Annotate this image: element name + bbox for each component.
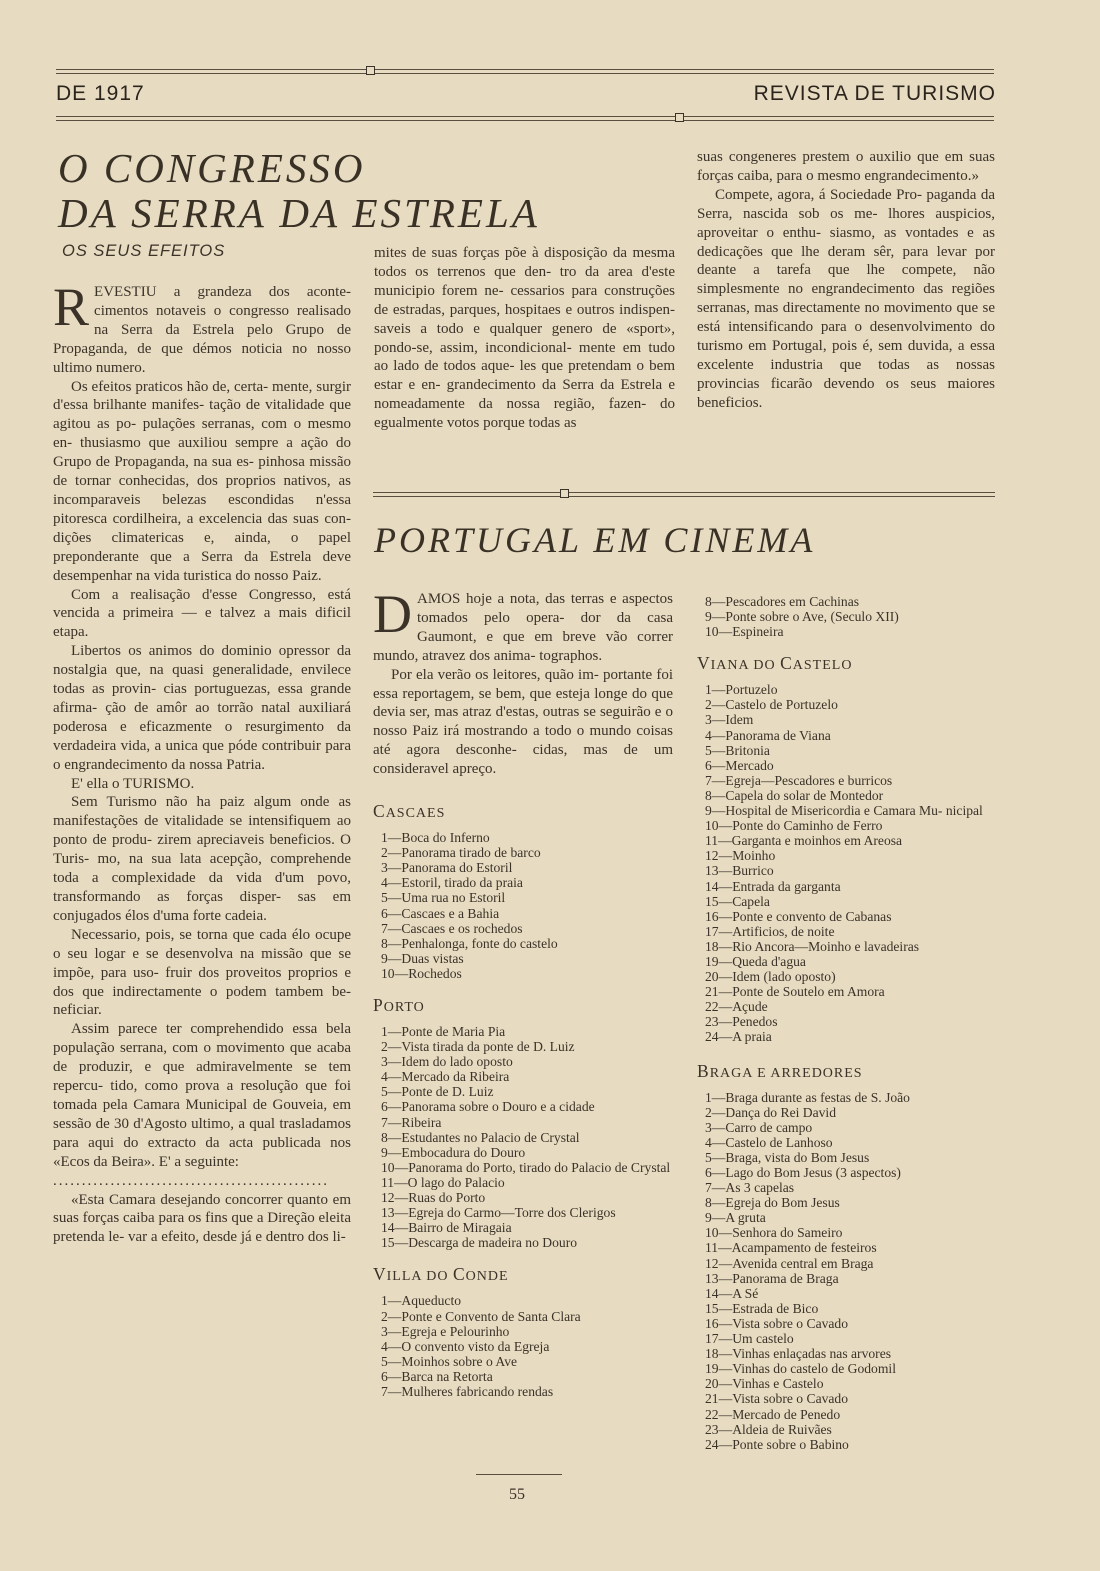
article1-paragraph: Assim parece ter comprehendido essa bela população serrana, com o movimento que acaba de produzir, e que admiravelmente se tem repercu- tido, como prova a resolução que foi tomada pela Camara Municipal de Gouveia, em sessão de 30 d'Agosto ultimo, a qual trasladamos para aqui do extracto da acta publicada nos «Ecos da Beira». E' a seguinte: [53,1021,351,1170]
list-item: 12—Avenida central em Braga [705,1255,874,1271]
list-item: 3—Panorama do Estoril [381,860,513,876]
list-item: 21—Vista sobre o Cavado [705,1391,849,1407]
section-divider-ornament [560,489,569,498]
page-number: 55 [509,1486,525,1503]
list-item: 11—Acampamento de festeiros [705,1240,877,1256]
article1-ellipsis-line: ................................................ [53,1172,329,1189]
article1-title-line1: O CONGRESSO [58,145,366,191]
list-item: 3—Carro de campo [705,1119,813,1135]
list-item: 9—Embocadura do Douro [381,1144,526,1160]
section-heading-villa-do-conde [373,1264,673,1285]
film-list-villa-do-conde-continued [697,594,995,639]
list-item: 8—Pescadores em Cachinas [705,594,860,609]
list-item: 2—Ponte e Convento de Santa Clara [381,1308,581,1324]
heading-rest: ILLA DO [386,1269,453,1285]
article1-drop-cap: R [53,277,90,337]
article1-paragraph: Sem Turismo não ha paiz algum onde as manifestações de vitalidade se intensifiquem ao ponto de produ- zirem apreciaveis beneficios. O Turis- mo, na sua lata acepção, comprehende toda a complexidade da vida d'um povo, transformando as forças disper- sas em conjugados élos d'uma forte cadeia. [53,794,351,924]
list-item: 5—Braga, vista do Bom Jesus [705,1149,870,1165]
header-ornament-top [366,66,375,75]
list-item: 14—Entrada da garganta [705,878,841,894]
list-item: 9—Ponte sobre o Ave, (Seculo XII) [705,609,899,625]
heading-rest: ORTO [383,1000,425,1015]
list-item: 18—Vinhas enlaçadas nas arvores [705,1346,892,1362]
heading-cap: B [697,1060,710,1081]
film-list-villa-do-conde [373,1293,673,1399]
article2-title: PORTUGAL EM CINEMA [374,520,816,560]
article2-paragraph: AMOS hoje a nota, das terras e aspectos tomados pelo opera- dor da casa Gaumont, e que em breve vão correr mundo, atravez dos anima- tographos. [373,591,673,664]
list-item: 4—O convento visto da Egreja [381,1338,550,1354]
article1-column-2 [374,244,675,433]
list-item: 10—Senhora do Sameiro [705,1225,843,1241]
list-item: 16—Vista sobre o Cavado [705,1315,849,1331]
list-item: 6—Panorama sobre o Douro e a cidade [381,1099,595,1115]
article2-column-right [697,594,995,1452]
header-top-rule [56,69,994,74]
article1-paragraph: EVESTIU a grandeza dos aconte- cimentos notaveis o congresso realisado na Serra da Estrela pelo Grupo de Propaganda, de que démos noticia no nosso ultimo numero. [53,284,351,376]
list-item: 15—Capela [705,893,770,909]
article1-paragraph: Os efeitos praticos hão de, certa- mente, surgir d'essa brilhante manifes- tação de vitalidade que agitou as po- pulações serranas, com o mesmo en- thusiasmo que auxiliou sempre a ação do Grupo de Propaganda, na sua es- pinhosa missão de tornar conhecidas, dos proprios nativos, as incomparaveis belezas escondidas n'essa pitoresca cordilheira, a excelencia das suas con- dições climatericas e, ainda, o papel preponderante que a Serra da Estrela deve desempenhar na vida turistica do nosso Paiz. [53,378,351,584]
list-item: 14—A Sé [705,1285,759,1301]
heading-rest: ONDE [465,1269,509,1285]
list-item: 24—A praia [705,1029,772,1045]
film-list-viana-do-castelo [697,682,995,1044]
list-item: 3—Idem [705,712,754,728]
list-item: 10—Panorama do Porto, tirado do Palacio de Crystal [381,1159,671,1175]
article1-subtitle: OS SEUS EFEITOS [62,242,226,260]
heading-cap: C [452,1264,466,1285]
list-item: 6—Lago do Bom Jesus (3 aspectos) [705,1165,901,1180]
list-item: 16—Ponte e convento de Cabanas [705,908,892,924]
list-item: 11—Garganta e moinhos em Areosa [705,833,903,849]
header-bottom-rule [56,116,994,121]
article1-column-1 [53,277,351,1247]
header-year: DE 1917 [56,82,145,105]
section-divider-rule [373,492,995,497]
list-item: 17—Um castelo [705,1331,794,1347]
section-heading-cascaes [373,801,673,822]
list-item: 8—Egreja do Bom Jesus [705,1195,840,1211]
article2-drop-cap: D [373,584,412,644]
list-item: 5—Britonia [705,742,770,758]
list-item: 12—Moinho [705,848,776,864]
list-item: 14—Bairro de Miragaia [381,1220,512,1236]
list-item: 1—Ponte de Maria Pia [381,1024,506,1039]
list-item: 7—Ribeira [381,1114,442,1130]
heading-cap: P [373,995,384,1015]
section-heading-braga [697,1061,995,1082]
article2-paragraph: Por ela verão os leitores, quão im- portante foi essa reportagem, se bem, que esteja longe do que devia ser, mas atraz d'estas, outras se seguirão e o nosso Paiz irá mostrando a todo o mundo coisas até agora desconhe- cidas, mas de um consideravel apreço. [373,666,673,778]
film-list-cascaes [373,830,673,981]
list-item: 22—Açude [705,999,768,1015]
list-item: 4—Estoril, tirado da praia [381,875,523,891]
list-item: 7—Cascaes e os rochedos [381,920,523,936]
list-item: 9—A gruta [705,1210,766,1226]
list-item: 5—Ponte de D. Luiz [381,1084,494,1100]
list-item: 12—Ruas do Porto [381,1190,486,1206]
list-item: 15—Estrada de Bico [705,1300,819,1316]
heading-cap: C [780,653,793,674]
list-item: 4—Panorama de Viana [705,727,831,743]
section-heading-porto [373,995,673,1016]
list-item: 8—Capela do solar de Montedor [705,787,884,803]
list-item: 1—Boca do Inferno [381,830,490,846]
header-ornament-bottom [675,113,684,122]
article1-title-line2: DA SERRA DA ESTRELA [58,190,540,236]
list-item: 13—Egreja do Carmo—Torre dos Clerigos [381,1205,616,1221]
list-item: 19—Queda d'agua [705,953,806,969]
list-item: 2—Panorama tirado de barco [381,845,541,861]
film-list-braga [697,1090,995,1452]
article1-paragraph: Com a realisação d'esse Congresso, está vencida a primeira — e talvez a mais dificil etapa. [53,586,351,641]
list-item: 8—Penhalonga, fonte do castelo [381,935,558,951]
list-item: 9—Duas vistas [381,950,464,966]
list-item: 22—Mercado de Penedo [705,1406,841,1422]
article1-paragraph: Compete, agora, á Sociedade Pro- paganda da Serra, nascida sob os me- lhores auspicios, aproveitar o enthu- siasmo, as vontades e as dedicações que lhe deram sêr, para levar por deante a tarefa que lhe compete, não simplesmente no engrandecimento das regiões serranas, mas directamente no movimento que se está intensificando para o desenvolvimento do turismo em Portugal, pois é, sem duvida, a essa excelente industria que todas as nossas provincias ficarão devendo os seus maiores beneficios. [697,186,995,411]
article1-paragraph: suas congeneres prestem o auxilio que em suas forças caiba, para o mesmo engrandecimento.» [697,149,995,184]
list-item: 18—Rio Ancora—Moinho e lavadeiras [705,938,920,954]
heading-cap: V [373,1264,387,1285]
heading-cap: C [373,801,386,822]
list-item: 10—Rochedos [381,965,462,981]
list-item: 1—Aqueducto [381,1293,462,1309]
list-item: 3—Egreja e Pelourinho [381,1323,510,1339]
heading-rest: IANA DO [710,658,781,674]
list-item: 8—Estudantes no Palacio de Crystal [381,1129,580,1145]
list-item: 7—Mulheres fabricando rendas [381,1383,554,1399]
heading-rest: ASTELO [792,658,853,674]
article1-paragraph: mites de suas forças põe à disposição da mesma todos os terrenos que den- tro da area d'este municipio forem ne- cessarios para construções de estradas, parques, hospitaes e outros indispen- saveis a todo e qualquer genero de «sport», pondo-se, assim, incondicional- mente em tudo ao lado de todos aque- les que pretendam o bem estar e en- grandecimento da Serra da Estrela e nomeadamente da nossa região, fazen- do egualmente votos porque todas as [374,245,675,432]
list-item: 9—Hospital de Misericordia e Camara Mu- nicipal [705,803,983,819]
list-item: 2—Dança do Rei David [705,1104,836,1120]
list-item: 5—Moinhos sobre o Ave [381,1353,518,1369]
list-item: 23—Aldeia de Ruivães [705,1421,832,1437]
heading-rest: ASCAES [385,806,446,822]
list-item: 2—Vista tirada da ponte de D. Luiz [381,1039,575,1055]
article1-paragraph: E' ella o TURISMO. [71,775,195,792]
article1-title [58,146,678,236]
footer-rule [476,1474,562,1475]
list-item: 17—Artificios, de noite [705,923,835,939]
article1-column-3 [697,148,995,413]
list-item: 19—Vinhas do castelo de Godomil [705,1361,896,1377]
list-item: 10—Espineira [705,624,784,640]
article1-paragraph: Libertos os animos do dominio opressor da nostalgia que, na quasi generalidade, envilece todas as provin- cias portuguezas, essa grande afirma- ção de amôr ao torrão natal auxiliará poderosa e eficazmente o resurgimento da verdadeira vida, a unica que póde contribuir para o engrandecimento da nossa Patria. [53,643,351,773]
list-item: 6—Barca na Retorta [381,1368,493,1384]
list-item: 1—Portuzelo [705,682,778,698]
list-item: 1—Braga durante as festas de S. João [705,1089,910,1105]
article1-paragraph: «Esta Camara desejando concorrer quanto em suas forças caiba para os fins que a Direção eleita pretenda le- var a efeito, desde já e dentro dos li- [53,1191,351,1246]
article1-paragraph: Necessario, pois, se torna que cada élo ocupe o seu logar e se desenvolva na missão que se impõe, para uso- fruir dos proveitos proprios e dos que indirectamente o podem tambem be- neficiar. [53,926,351,1019]
article2-column-left [373,584,673,1399]
heading-cap: V [697,653,711,674]
list-item: 23—Penedos [705,1014,778,1030]
list-item: 2—Castelo de Portuzelo [705,697,838,713]
heading-rest: RAGA E ARREDORES [709,1065,863,1081]
list-item: 24—Ponte sobre o Babino [705,1436,849,1452]
list-item: 13—Panorama de Braga [705,1270,839,1286]
header-journal-title: REVISTA DE TURISMO [753,82,996,105]
list-item: 4—Mercado da Ribeira [381,1069,510,1085]
list-item: 4—Castelo de Lanhoso [705,1134,833,1150]
list-item: 21—Ponte de Soutelo em Amora [705,984,885,1000]
list-item: 11—O lago do Palacio [381,1174,505,1190]
list-item: 13—Burrico [705,863,774,879]
list-item: 6—Cascaes e a Bahia [381,905,500,921]
section-heading-viana-do-castelo [697,653,995,674]
list-item: 7—As 3 capelas [705,1180,795,1196]
list-item: 3—Idem do lado oposto [381,1054,513,1070]
list-item: 6—Mercado [705,757,774,773]
list-item: 5—Uma rua no Estoril [381,890,506,906]
list-item: 20—Vinhas e Castelo [705,1376,824,1392]
film-list-porto [373,1024,673,1250]
list-item: 10—Ponte do Caminho de Ferro [705,818,883,834]
list-item: 15—Descarga de madeira no Douro [381,1235,578,1251]
list-item: 7—Egreja—Pescadores e burricos [705,772,893,788]
list-item: 20—Idem (lado oposto) [705,969,836,985]
